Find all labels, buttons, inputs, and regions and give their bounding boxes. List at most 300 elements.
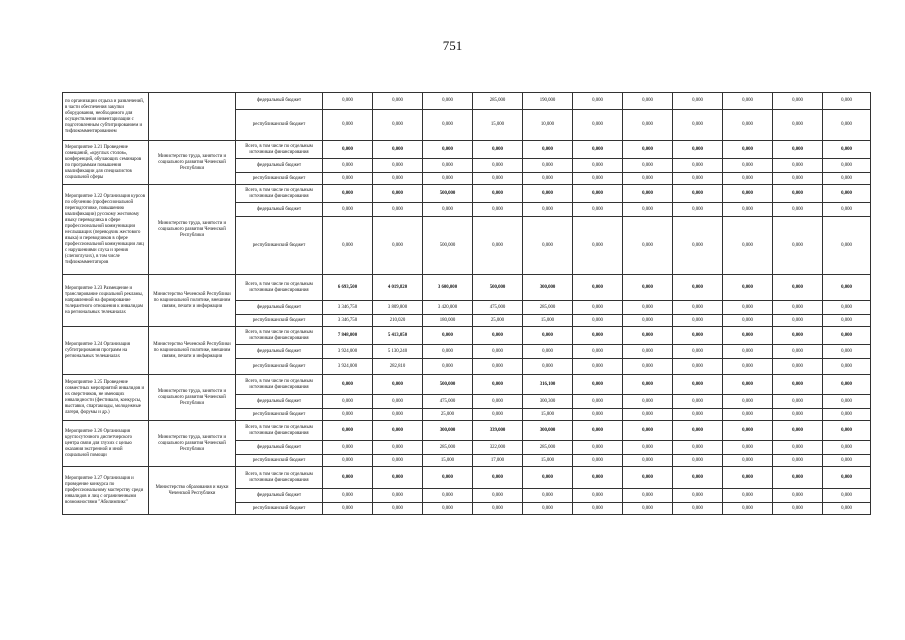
amount-cell: 0,000 (323, 93, 373, 110)
amount-cell: 0,000 (773, 173, 823, 185)
amount-cell: 0,000 (673, 275, 723, 301)
amount-cell: 0,000 (673, 395, 723, 409)
amount-cell: 180,000 (423, 315, 473, 327)
amount-cell: 0,000 (323, 173, 373, 185)
amount-cell: 0,000 (823, 185, 871, 203)
amount-cell: 0,000 (773, 359, 823, 375)
amount-cell: 6 693,500 (323, 275, 373, 301)
amount-cell: 0,000 (573, 359, 623, 375)
amount-cell: 322,000 (473, 441, 523, 455)
amount-cell: 0,000 (423, 141, 473, 159)
executor-cell: Министерство образования и науки Чеченской Республики (149, 467, 236, 515)
amount-cell: 300,300 (523, 395, 573, 409)
amount-cell: 0,000 (373, 159, 423, 173)
amount-cell: 0,000 (573, 421, 623, 441)
funding-source-cell: республиканский бюджет (236, 455, 323, 467)
amount-cell: 0,000 (323, 185, 373, 203)
amount-cell: 0,000 (723, 395, 773, 409)
amount-cell: 0,000 (723, 345, 773, 359)
amount-cell: 0,000 (723, 203, 773, 217)
amount-cell: 0,000 (723, 185, 773, 203)
funding-source-cell: федеральный бюджет (236, 489, 323, 503)
amount-cell: 300,000 (423, 421, 473, 441)
amount-cell: 190,000 (523, 93, 573, 110)
amount-cell: 0,000 (573, 203, 623, 217)
amount-cell: 0,000 (473, 173, 523, 185)
amount-cell: 0,000 (723, 217, 773, 275)
amount-cell: 0,000 (673, 93, 723, 110)
amount-cell: 0,000 (523, 173, 573, 185)
amount-cell: 0,000 (473, 375, 523, 395)
amount-cell: 0,000 (673, 345, 723, 359)
funding-source-cell: республиканский бюджет (236, 173, 323, 185)
amount-cell: 0,000 (373, 375, 423, 395)
amount-cell: 0,000 (673, 409, 723, 421)
amount-cell: 0,000 (723, 421, 773, 441)
amount-cell: 0,000 (373, 110, 423, 141)
funding-source-cell: республиканский бюджет (236, 503, 323, 515)
amount-cell: 3 809,800 (373, 301, 423, 315)
amount-cell: 0,000 (323, 467, 373, 489)
amount-cell: 0,000 (773, 455, 823, 467)
amount-cell: 0,000 (573, 110, 623, 141)
amount-cell: 0,000 (773, 275, 823, 301)
executor-cell: Министерство труда, занятости и социального развития Чеченской Республики (149, 375, 236, 421)
amount-cell: 0,000 (423, 159, 473, 173)
amount-cell: 0,000 (723, 441, 773, 455)
amount-cell: 0,000 (823, 275, 871, 301)
amount-cell: 0,000 (323, 217, 373, 275)
amount-cell: 0,000 (573, 409, 623, 421)
amount-cell: 0,000 (623, 110, 673, 141)
amount-cell: 0,000 (323, 503, 373, 515)
event-name-cell: Мероприятие 3.27 Организация и проведение конкурса по профессиональному мастерству среди инвалидов и лиц с ограниченными возможностями "Абилимпикс" (63, 467, 149, 515)
amount-cell: 0,000 (823, 375, 871, 395)
amount-cell: 0,000 (673, 327, 723, 345)
amount-cell: 0,000 (473, 203, 523, 217)
funding-source-cell: Всего, в том числе по отдельным источникам финансирования (236, 467, 323, 489)
amount-cell: 0,000 (823, 395, 871, 409)
amount-cell: 25,000 (423, 409, 473, 421)
amount-cell: 0,000 (373, 421, 423, 441)
amount-cell: 0,000 (773, 489, 823, 503)
amount-cell: 0,000 (823, 421, 871, 441)
funding-source-cell: Всего, в том числе по отдельным источникам финансирования (236, 275, 323, 301)
amount-cell: 0,000 (673, 455, 723, 467)
funding-source-cell: Всего, в том числе по отдельным источникам финансирования (236, 421, 323, 441)
amount-cell: 0,000 (623, 159, 673, 173)
amount-cell: 0,000 (773, 141, 823, 159)
amount-cell: 0,000 (823, 467, 871, 489)
amount-cell: 0,000 (473, 489, 523, 503)
amount-cell: 5 130,240 (373, 345, 423, 359)
amount-cell: 0,000 (423, 93, 473, 110)
amount-cell: 0,000 (773, 185, 823, 203)
amount-cell: 285,000 (523, 441, 573, 455)
amount-cell: 0,000 (623, 489, 673, 503)
amount-cell: 0,000 (723, 359, 773, 375)
amount-cell: 0,000 (323, 441, 373, 455)
executor-cell: Министерство труда, занятости и социального развития Чеченской Республики (149, 421, 236, 467)
amount-cell: 0,000 (623, 503, 673, 515)
amount-cell: 0,000 (573, 275, 623, 301)
amount-cell: 0,000 (373, 395, 423, 409)
amount-cell: 0,000 (573, 375, 623, 395)
amount-cell: 0,000 (723, 93, 773, 110)
event-name-cell: Мероприятие 3.21 Проведение совещаний, «круглых столов», конференций, обучающих семинаров по программам повышения квалификации для специалистов социальной сферы (63, 141, 149, 185)
amount-cell: 0,000 (823, 159, 871, 173)
funding-source-cell: федеральный бюджет (236, 441, 323, 455)
amount-cell: 0,000 (523, 359, 573, 375)
amount-cell: 0,000 (673, 467, 723, 489)
amount-cell: 0,000 (423, 173, 473, 185)
executor-cell: Министерство труда, занятости и социального развития Чеченской Республики (149, 141, 236, 185)
amount-cell: 0,000 (573, 93, 623, 110)
amount-cell: 0,000 (723, 141, 773, 159)
amount-cell: 3 924,000 (323, 345, 373, 359)
amount-cell: 0,000 (773, 203, 823, 217)
amount-cell: 0,000 (523, 327, 573, 345)
amount-cell: 0,000 (823, 503, 871, 515)
amount-cell: 0,000 (723, 503, 773, 515)
amount-cell: 0,000 (823, 327, 871, 345)
amount-cell: 0,000 (823, 489, 871, 503)
amount-cell: 0,000 (823, 93, 871, 110)
amount-cell: 0,000 (673, 185, 723, 203)
amount-cell: 17,000 (473, 455, 523, 467)
amount-cell: 0,000 (623, 173, 673, 185)
amount-cell: 0,000 (773, 503, 823, 515)
amount-cell: 0,000 (673, 315, 723, 327)
amount-cell: 0,000 (723, 173, 773, 185)
amount-cell: 0,000 (723, 455, 773, 467)
amount-cell: 0,000 (323, 141, 373, 159)
amount-cell: 0,000 (523, 141, 573, 159)
amount-cell: 0,000 (723, 489, 773, 503)
amount-cell: 0,000 (573, 141, 623, 159)
executor-cell: Министерство Чеченской Республики по национальной политике, внешним связям, печати и информации (149, 275, 236, 327)
amount-cell: 0,000 (623, 359, 673, 375)
funding-source-cell: республиканский бюджет (236, 409, 323, 421)
amount-cell: 4 019,820 (373, 275, 423, 301)
amount-cell: 0,000 (523, 489, 573, 503)
amount-cell: 0,000 (423, 203, 473, 217)
amount-cell: 0,000 (323, 375, 373, 395)
amount-cell: 0,000 (323, 395, 373, 409)
funding-source-cell: федеральный бюджет (236, 345, 323, 359)
amount-cell: 10,000 (523, 110, 573, 141)
amount-cell: 0,000 (373, 141, 423, 159)
amount-cell: 0,000 (623, 141, 673, 159)
amount-cell: 0,000 (823, 141, 871, 159)
amount-cell: 0,000 (823, 110, 871, 141)
event-name-cell: Мероприятие 3.22 Организация курсов по обучению (профессиональной переподготовке, повышению квалификации) русскому жестовому языку переводчика в сфере профессиональной коммуникации неслышащих (переводчик жестового языка) и переводчиков в сфере профессиональной коммуникации лиц с нарушениями слуха и зрения (слепоглухих), в том числе тифлокомментаторов (63, 185, 149, 275)
event-name-cell: по организации отдыха и развлечений, в части обеспечения закупки оборудования, необходимого для осуществления инвентаризации с подготовленным субтитрированием и тифлокомментированием (63, 93, 149, 141)
amount-cell: 0,000 (823, 455, 871, 467)
amount-cell: 3 600,000 (423, 275, 473, 301)
amount-cell: 0,000 (473, 467, 523, 489)
amount-cell: 3 346,750 (323, 315, 373, 327)
amount-cell: 0,000 (473, 141, 523, 159)
amount-cell: 3 346,750 (323, 301, 373, 315)
amount-cell: 0,000 (623, 395, 673, 409)
amount-cell: 0,000 (823, 173, 871, 185)
amount-cell: 0,000 (573, 455, 623, 467)
amount-cell: 0,000 (723, 301, 773, 315)
amount-cell: 0,000 (623, 455, 673, 467)
amount-cell: 0,000 (323, 421, 373, 441)
amount-cell: 0,000 (773, 327, 823, 345)
table-row (63, 327, 871, 345)
amount-cell: 0,000 (323, 489, 373, 503)
amount-cell: 15,000 (423, 455, 473, 467)
amount-cell: 0,000 (373, 185, 423, 203)
amount-cell: 0,000 (423, 359, 473, 375)
amount-cell: 0,000 (723, 110, 773, 141)
funding-source-cell: федеральный бюджет (236, 301, 323, 315)
funding-source-cell: республиканский бюджет (236, 359, 323, 375)
amount-cell: 500,000 (423, 217, 473, 275)
amount-cell: 0,000 (623, 203, 673, 217)
amount-cell: 0,000 (623, 409, 673, 421)
amount-cell: 0,000 (773, 159, 823, 173)
amount-cell: 0,000 (523, 159, 573, 173)
amount-cell: 0,000 (823, 315, 871, 327)
executor-cell: Министерство Чеченской Республики по национальной политике, внешним связям, печати и информации (149, 327, 236, 375)
amount-cell: 300,000 (523, 275, 573, 301)
amount-cell: 0,000 (723, 467, 773, 489)
amount-cell: 0,000 (423, 345, 473, 359)
amount-cell: 0,000 (723, 375, 773, 395)
amount-cell: 0,000 (573, 489, 623, 503)
amount-cell: 0,000 (373, 203, 423, 217)
amount-cell: 500,000 (423, 185, 473, 203)
amount-cell: 0,000 (823, 203, 871, 217)
funding-source-cell: Всего, в том числе по отдельным источникам финансирования (236, 141, 323, 159)
amount-cell: 0,000 (623, 93, 673, 110)
amount-cell: 0,000 (673, 159, 723, 173)
amount-cell: 0,000 (323, 455, 373, 467)
budget-table (62, 92, 871, 515)
amount-cell: 210,020 (373, 315, 423, 327)
amount-cell: 0,000 (673, 441, 723, 455)
amount-cell: 0,000 (673, 110, 723, 141)
amount-cell: 0,000 (673, 217, 723, 275)
amount-cell: 316,100 (523, 375, 573, 395)
amount-cell: 0,000 (373, 503, 423, 515)
amount-cell: 0,000 (373, 441, 423, 455)
amount-cell: 339,000 (473, 421, 523, 441)
amount-cell: 0,000 (323, 409, 373, 421)
amount-cell: 0,000 (573, 173, 623, 185)
amount-cell: 0,000 (473, 185, 523, 203)
amount-cell: 475,000 (473, 301, 523, 315)
amount-cell: 0,000 (773, 110, 823, 141)
amount-cell: 0,000 (773, 441, 823, 455)
amount-cell: 0,000 (673, 421, 723, 441)
amount-cell: 15,000 (523, 455, 573, 467)
amount-cell: 285,000 (473, 93, 523, 110)
amount-cell: 0,000 (723, 275, 773, 301)
amount-cell: 0,000 (573, 301, 623, 315)
amount-cell: 0,000 (323, 203, 373, 217)
amount-cell: 0,000 (773, 315, 823, 327)
amount-cell: 0,000 (623, 441, 673, 455)
amount-cell: 0,000 (373, 489, 423, 503)
amount-cell: 0,000 (773, 301, 823, 315)
amount-cell: 3 420,000 (423, 301, 473, 315)
amount-cell: 0,000 (523, 217, 573, 275)
amount-cell: 0,000 (623, 345, 673, 359)
amount-cell: 0,000 (673, 503, 723, 515)
funding-source-cell: Всего, в том числе по отдельным источникам финансирования (236, 375, 323, 395)
funding-source-cell: федеральный бюджет (236, 203, 323, 217)
amount-cell: 0,000 (723, 159, 773, 173)
amount-cell: 0,000 (423, 489, 473, 503)
amount-cell: 0,000 (473, 159, 523, 173)
amount-cell: 3 924,000 (323, 359, 373, 375)
amount-cell: 0,000 (473, 359, 523, 375)
amount-cell: 0,000 (773, 467, 823, 489)
amount-cell: 0,000 (373, 409, 423, 421)
amount-cell: 500,000 (423, 375, 473, 395)
funding-source-cell: республиканский бюджет (236, 217, 323, 275)
amount-cell: 0,000 (523, 203, 573, 217)
amount-cell: 0,000 (623, 375, 673, 395)
amount-cell: 0,000 (323, 159, 373, 173)
amount-cell: 0,000 (623, 315, 673, 327)
amount-cell: 0,000 (673, 301, 723, 315)
amount-cell: 0,000 (573, 185, 623, 203)
amount-cell: 0,000 (473, 503, 523, 515)
amount-cell: 0,000 (673, 173, 723, 185)
amount-cell: 0,000 (823, 345, 871, 359)
amount-cell: 0,000 (573, 503, 623, 515)
event-name-cell: Мероприятие 3.25 Проведение совместных мероприятий инвалидов и их сверстников, не имеющих инвалидности (фестивали, конкурсы, выставки, спартакиады, молодежные лагеря, форумы и др.) (63, 375, 149, 421)
executor-cell (149, 93, 236, 141)
amount-cell: 0,000 (473, 409, 523, 421)
amount-cell: 0,000 (623, 467, 673, 489)
amount-cell: 285,000 (423, 441, 473, 455)
table-row (63, 275, 871, 301)
amount-cell: 0,000 (623, 275, 673, 301)
amount-cell: 0,000 (823, 217, 871, 275)
table-row (63, 421, 871, 441)
amount-cell: 0,000 (523, 345, 573, 359)
executor-cell: Министерство труда, занятости и социального развития Чеченской Республики (149, 185, 236, 275)
amount-cell: 0,000 (323, 110, 373, 141)
amount-cell: 300,000 (523, 421, 573, 441)
table-row (63, 185, 871, 203)
amount-cell: 0,000 (723, 315, 773, 327)
amount-cell: 0,000 (623, 327, 673, 345)
amount-cell: 0,000 (573, 467, 623, 489)
amount-cell: 0,000 (573, 345, 623, 359)
event-name-cell: Мероприятие 3.24 Организация субтитрирования программ на региональных телеканалах (63, 327, 149, 375)
amount-cell: 0,000 (723, 327, 773, 345)
funding-source-cell: Всего, в том числе по отдельным источникам финансирования (236, 327, 323, 345)
amount-cell: 285,000 (523, 301, 573, 315)
amount-cell: 282,810 (373, 359, 423, 375)
amount-cell: 0,000 (823, 301, 871, 315)
amount-cell: 5 413,050 (373, 327, 423, 345)
amount-cell: 0,000 (473, 217, 523, 275)
funding-source-cell: федеральный бюджет (236, 93, 323, 110)
amount-cell: 0,000 (373, 93, 423, 110)
amount-cell: 0,000 (673, 141, 723, 159)
table-row (63, 467, 871, 489)
amount-cell: 0,000 (573, 395, 623, 409)
amount-cell: 0,000 (773, 93, 823, 110)
amount-cell: 15,000 (523, 315, 573, 327)
funding-source-cell: республиканский бюджет (236, 315, 323, 327)
table-row (63, 375, 871, 395)
amount-cell: 0,000 (723, 409, 773, 421)
amount-cell: 0,000 (423, 467, 473, 489)
amount-cell: 0,000 (523, 503, 573, 515)
amount-cell: 0,000 (523, 467, 573, 489)
amount-cell: 0,000 (373, 217, 423, 275)
amount-cell: 0,000 (823, 359, 871, 375)
amount-cell: 0,000 (773, 375, 823, 395)
amount-cell: 0,000 (573, 159, 623, 173)
table-row (63, 93, 871, 110)
amount-cell: 0,000 (573, 315, 623, 327)
amount-cell: 15,800 (523, 409, 573, 421)
amount-cell: 25,000 (473, 315, 523, 327)
amount-cell: 7 848,000 (323, 327, 373, 345)
amount-cell: 0,000 (623, 185, 673, 203)
amount-cell: 15,000 (473, 110, 523, 141)
amount-cell: 0,000 (573, 217, 623, 275)
amount-cell: 0,000 (673, 489, 723, 503)
amount-cell: 0,000 (773, 345, 823, 359)
amount-cell: 475,000 (423, 395, 473, 409)
amount-cell: 0,000 (573, 327, 623, 345)
amount-cell: 0,000 (773, 217, 823, 275)
amount-cell: 0,000 (373, 455, 423, 467)
amount-cell: 0,000 (473, 395, 523, 409)
amount-cell: 0,000 (673, 203, 723, 217)
amount-cell: 0,000 (523, 185, 573, 203)
amount-cell: 0,000 (373, 467, 423, 489)
amount-cell: 0,000 (773, 421, 823, 441)
funding-source-cell: федеральный бюджет (236, 159, 323, 173)
amount-cell: 0,000 (823, 409, 871, 421)
funding-source-cell: республиканский бюджет (236, 110, 323, 141)
amount-cell: 0,000 (623, 301, 673, 315)
event-name-cell: Мероприятие 3.23 Размещение и транслирование социальной рекламы, направленной на формирование толерантного отношения к инвалидам на региональных телеканалах (63, 275, 149, 327)
amount-cell: 0,000 (773, 395, 823, 409)
amount-cell: 0,000 (573, 441, 623, 455)
event-name-cell: Мероприятие 3.26 Организация круглосуточного диспетчерского центра связи для глухих с целью оказания экстренной и иной социальной помощи (63, 421, 149, 467)
page-number: 751 (442, 38, 463, 53)
amount-cell: 0,000 (623, 217, 673, 275)
funding-source-cell: Всего, в том числе по отдельным источникам финансирования (236, 185, 323, 203)
amount-cell: 0,000 (423, 110, 473, 141)
amount-cell: 0,000 (823, 441, 871, 455)
amount-cell: 0,000 (423, 327, 473, 345)
amount-cell: 0,000 (673, 359, 723, 375)
amount-cell: 0,000 (773, 409, 823, 421)
amount-cell: 0,000 (673, 375, 723, 395)
table-row (63, 141, 871, 159)
funding-source-cell: федеральный бюджет (236, 395, 323, 409)
amount-cell: 0,000 (473, 327, 523, 345)
amount-cell: 0,000 (623, 421, 673, 441)
amount-cell: 0,000 (373, 173, 423, 185)
amount-cell: 0,000 (423, 503, 473, 515)
